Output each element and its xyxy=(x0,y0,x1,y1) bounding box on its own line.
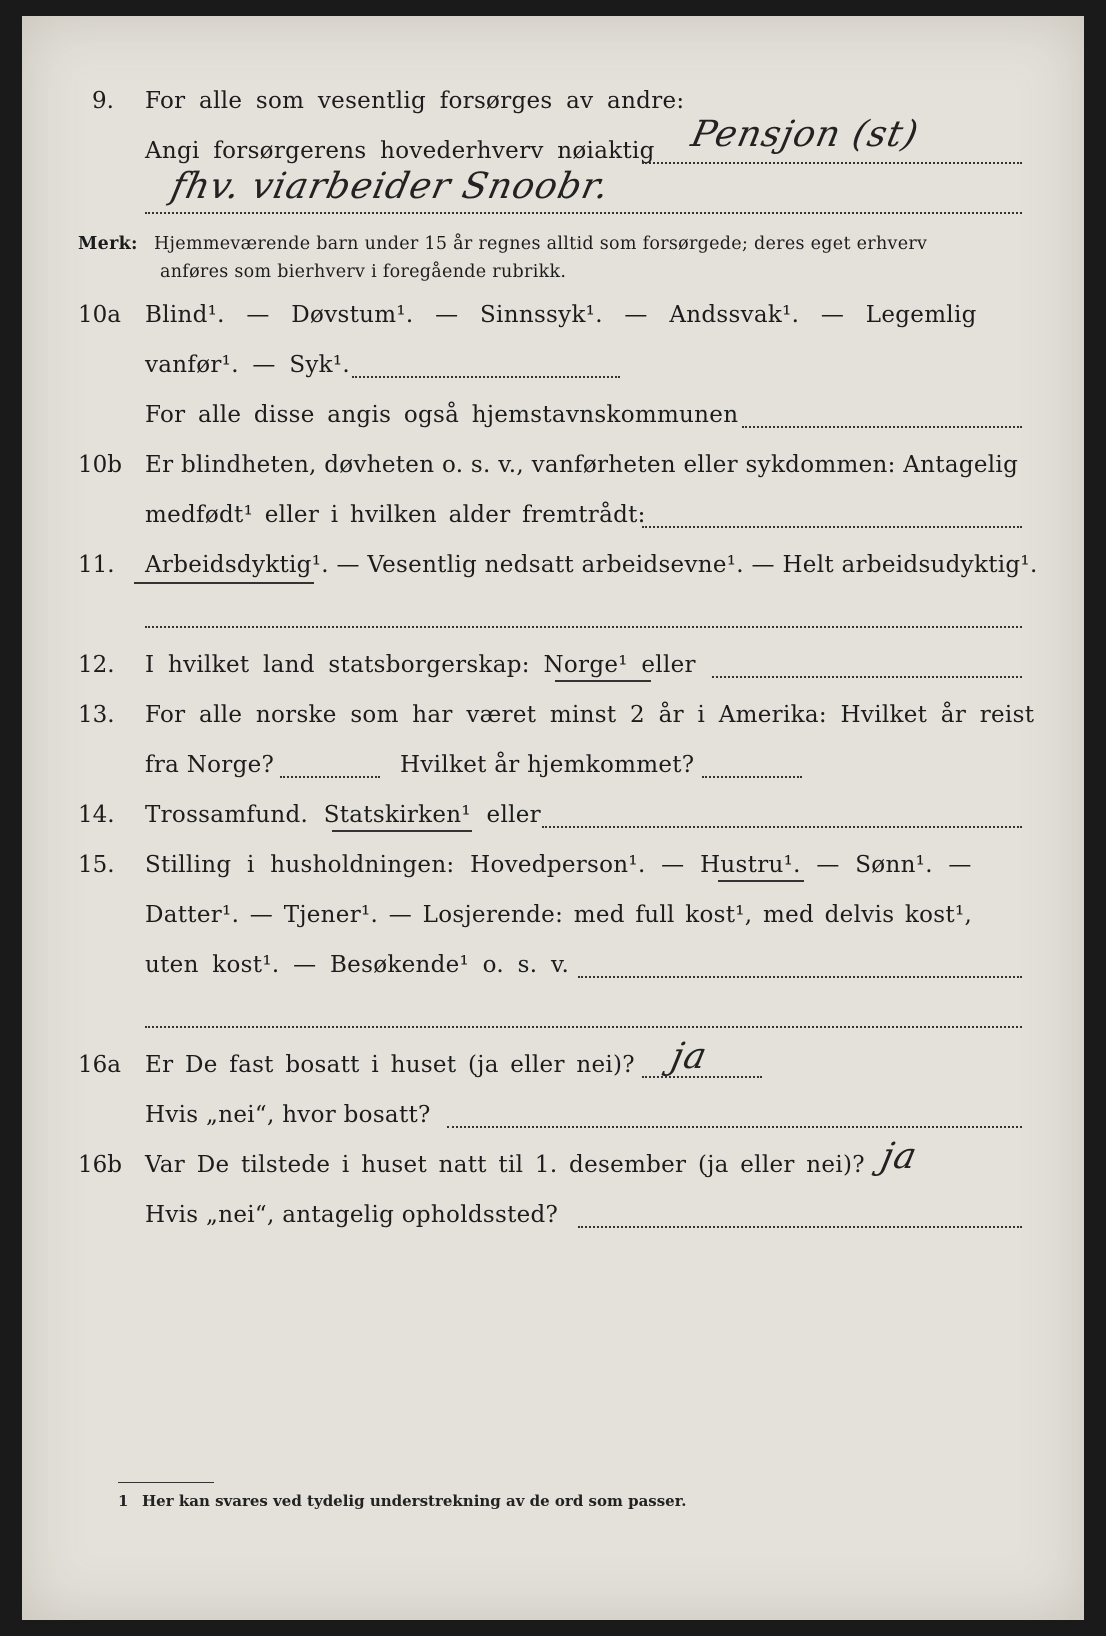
q15-line3: uten kost¹. — Besøkende¹ o. s. v. xyxy=(145,952,570,978)
q15-answer-line-2 xyxy=(145,1026,1022,1028)
q16a-answer-line-2 xyxy=(447,1126,1022,1128)
q10a-line1: Blind¹. — Døvstum¹. — Sinnssyk¹. — Andssvak¹. — Legemlig xyxy=(145,302,977,328)
q10a-line3: For alle disse angis også hjemstavnskommunen xyxy=(145,402,739,428)
q14-answer-line xyxy=(542,826,1022,828)
q11-underline-arbeidsdyktig xyxy=(134,582,314,584)
footnote-rule xyxy=(118,1482,214,1483)
merk-line2: anføres som bierhverv i foregående rubrikk. xyxy=(160,262,567,282)
q13-line1: For alle norske som har været minst 2 år i Amerika: Hvilket år reist xyxy=(145,702,1035,728)
q12-answer-line xyxy=(712,676,1022,678)
footnote-mark: 1 xyxy=(118,1492,129,1510)
q13-line2a: fra Norge? xyxy=(145,752,275,778)
q16b-number: 16b xyxy=(78,1152,122,1178)
census-form-page xyxy=(22,16,1084,1620)
q16b-line2: Hvis „nei“, antagelig opholdssted? xyxy=(145,1202,559,1228)
q13-line2b: Hvilket år hjemkommet? xyxy=(400,752,695,778)
q16a-line2: Hvis „nei“, hvor bosatt? xyxy=(145,1102,431,1128)
q10b-line1: Er blindheten, døvheten o. s. v., vanførheten eller sykdommen: Antagelig xyxy=(145,452,1019,478)
q9-answer-line-2 xyxy=(145,212,1022,214)
q15-underline-hustru xyxy=(718,880,804,882)
footnote-text: Her kan svares ved tydelig understrekning av de ord som passer. xyxy=(142,1492,687,1510)
q9-answer-line-1 xyxy=(642,162,1022,164)
q9-line1: For alle som vesentlig forsørges av andre: xyxy=(145,88,685,114)
q10a-number: 10a xyxy=(78,302,121,328)
q16a-line1: Er De fast bosatt i huset (ja eller nei)? xyxy=(145,1052,635,1078)
q9-handwritten-answer-1: Pensjon (st) xyxy=(687,114,923,155)
q15-number: 15. xyxy=(78,852,115,878)
q15-answer-line-1 xyxy=(578,976,1022,978)
q10b-line2: medfødt¹ eller i hvilken alder fremtrådt: xyxy=(145,502,646,528)
q9-number: 9. xyxy=(92,88,114,114)
q12-number: 12. xyxy=(78,652,115,678)
q15-line2: Datter¹. — Tjener¹. — Losjerende: med full kost¹, med delvis kost¹, xyxy=(145,902,973,928)
merk-line1: Hjemmeværende barn under 15 år regnes alltid som forsørgede; deres eget erhverv xyxy=(154,234,928,254)
q11-line1: Arbeidsdyktig¹. — Vesentlig nedsatt arbeidsevne¹. — Helt arbeidsudyktig¹. xyxy=(145,552,1038,578)
q13-number: 13. xyxy=(78,702,115,728)
q10a-answer-line-2 xyxy=(742,426,1022,428)
q10a-line2: vanfør¹. — Syk¹. xyxy=(145,352,351,378)
q16b-answer-line xyxy=(578,1226,1022,1228)
q16b-line1: Var De tilstede i huset natt til 1. desember (ja eller nei)? xyxy=(145,1152,865,1178)
q13-answer-line-1 xyxy=(280,776,380,778)
q11-number: 11. xyxy=(78,552,115,578)
q14-line1: Trossamfund. Statskirken¹ eller xyxy=(145,802,541,828)
q13-answer-line-2 xyxy=(702,776,802,778)
q15-line1: Stilling i husholdningen: Hovedperson¹. — Hustru¹. — Sønn¹. — xyxy=(145,852,972,878)
q12-line1: I hvilket land statsborgerskap: Norge¹ eller xyxy=(145,652,696,678)
q10b-number: 10b xyxy=(78,452,122,478)
q12-underline-norge xyxy=(555,680,651,682)
q9-handwritten-answer-2: fhv. viarbeider Snoobr. xyxy=(167,166,614,207)
q10b-answer-line xyxy=(642,526,1022,528)
q16a-handwritten-answer: ja xyxy=(667,1036,711,1077)
q14-number: 14. xyxy=(78,802,115,828)
q14-underline-statskirken xyxy=(332,830,472,832)
merk-label: Merk: xyxy=(78,234,138,254)
q11-answer-line xyxy=(145,626,1022,628)
q16b-handwritten-answer: ja xyxy=(877,1136,921,1177)
q10a-answer-line-1 xyxy=(352,376,620,378)
q16a-number: 16a xyxy=(78,1052,121,1078)
q9-line2: Angi forsørgerens hovederhverv nøiaktig xyxy=(145,138,655,164)
